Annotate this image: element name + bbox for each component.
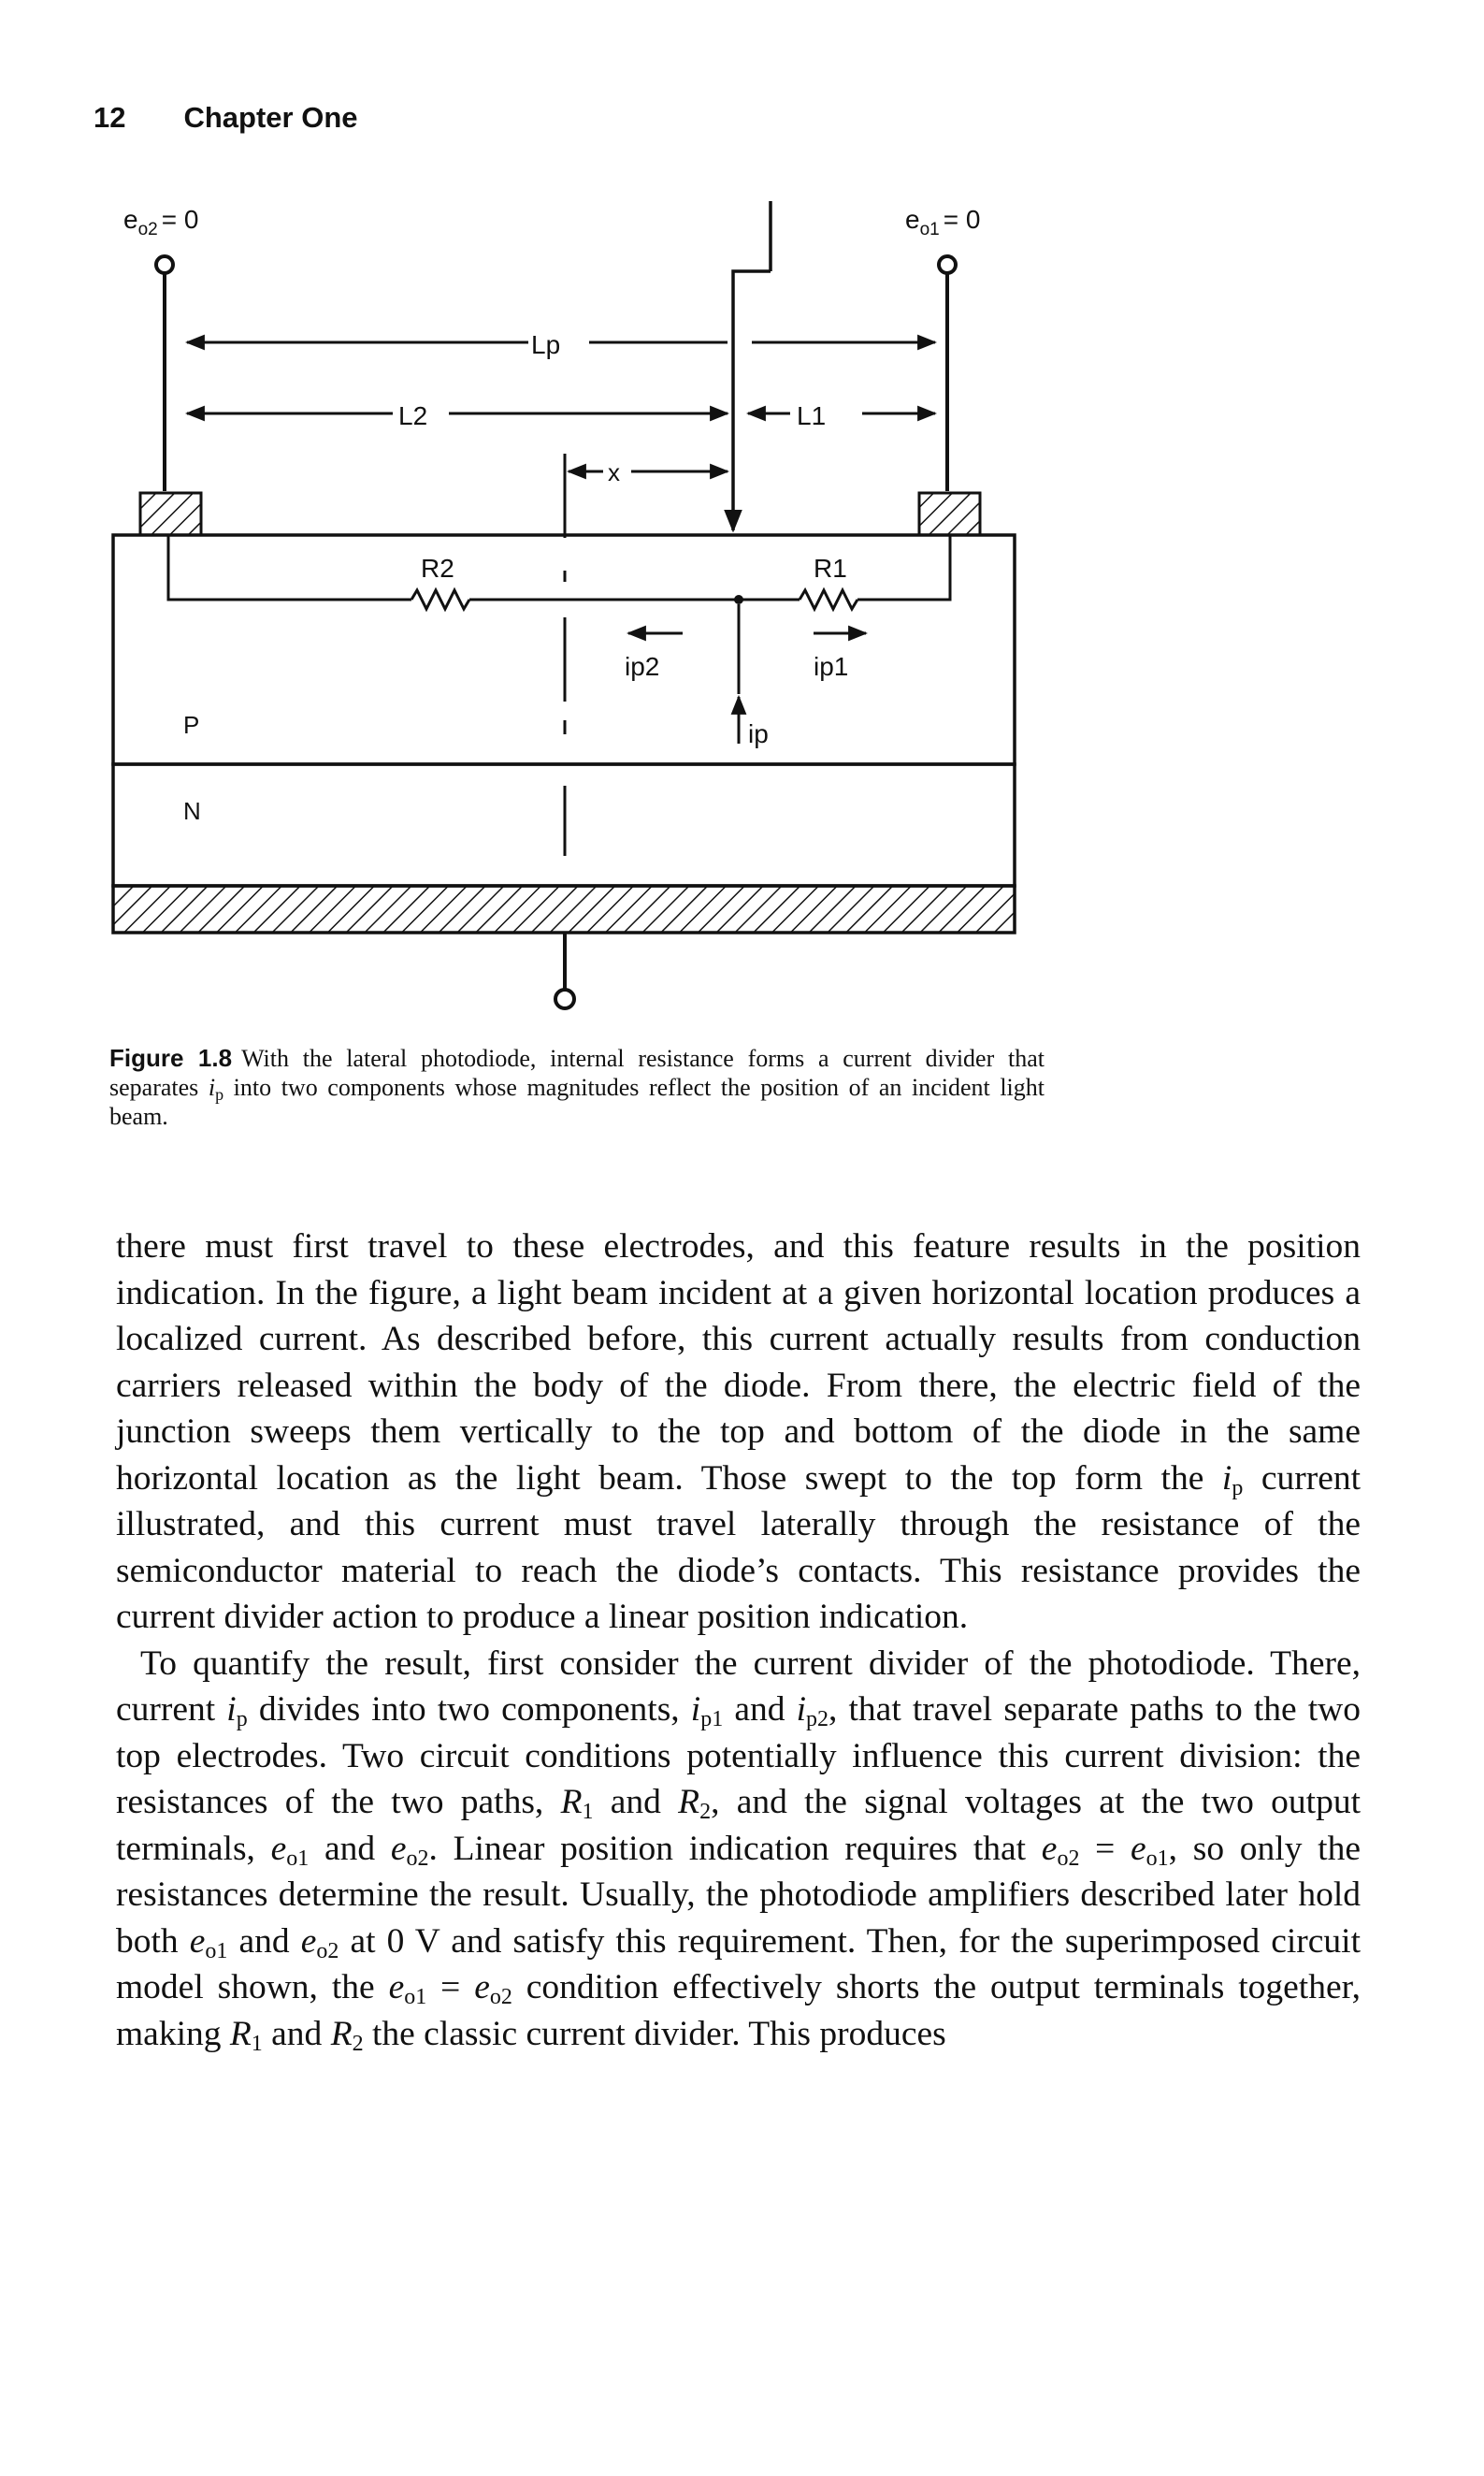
figure-caption-label: Figure 1.8 <box>109 1044 233 1072</box>
p-label: P <box>183 711 200 739</box>
ip1-label: ip1 <box>814 652 849 681</box>
output-terminal-right <box>939 256 956 491</box>
body-text <box>116 1224 1361 2057</box>
page-number: 12 <box>94 101 126 134</box>
dimension-lp <box>187 330 935 359</box>
eo1-label <box>905 205 980 239</box>
contact-pad-right <box>919 493 980 535</box>
bottom-contact <box>113 886 1015 933</box>
eo2-label <box>123 205 198 239</box>
paragraph-1: there must first travel to these electrodes, and this feature results in the position indication. In the figure, a light beam incident at a given horizontal location produces a localized current. As described before, this current actually results from conduction carriers released within the body of the diode. From there, the electric field of the junction sweeps them vertically to the top and bottom of the diode in the same horizontal location as the light beam. Those swept to the top form the $i_p$ current illustrated, and this current must travel laterally through the resistance of the semiconductor material to reach the diode’s contacts. This resistance provides the current divider action to produce a linear position indication. <box>116 1227 1362 1636</box>
n-label: N <box>183 797 201 825</box>
dimension-l1 <box>748 401 935 430</box>
dimension-l2 <box>187 401 728 430</box>
r1-label: R1 <box>814 554 847 583</box>
l2-label: L2 <box>398 401 428 430</box>
paragraph-2: To quantify the result, first consider the current divider of the photodiode. There, current $i_p$ divides into two components, $i_{p1}$ and $i_{p2}$, that travel separate paths to the two top electrodes. Two circuit conditions potentially influence this current division: the resistances of the two paths, $R_1$ and $R_2$, and the signal voltages at the two output terminals, $e_{o1}$ and $e_{o2}$. Linear position indication requires that $e_{o2} = e_{o1}$, so only the resistances determine the result. Usually, the photodiode amplifiers described later hold both $e_{o1}$ and $e_{o2}$ at 0 V and satisfy this requirement. Then, for the superimposed circuit model shown, the $e_{o1} = e_{o2}$ condition effectively shorts the output terminals together, making $R_1$ and $R_2$ the classic current divider. This produces <box>116 1643 1361 2056</box>
svg-text:eo1= 0: $e_{o1} = 0$ <box>905 205 981 239</box>
x-label: x <box>608 458 620 486</box>
light-beam <box>733 201 771 530</box>
figure-caption: Figure 1.8 With the lateral photodiode, internal resistance forms a current divider that separates $i_p$ into two components whose magnitudes reflect the position of an incident light beam. <box>109 1044 1045 1130</box>
internal-circuit <box>168 535 950 856</box>
chapter-title: Chapter One <box>183 101 358 134</box>
output-terminal-left <box>156 256 173 491</box>
svg-text:eo2= 0: $e_{o2} = 0$ <box>123 205 199 239</box>
lateral-photodiode-figure <box>0 0 1484 1038</box>
bottom-terminal <box>555 933 574 1008</box>
dimension-x <box>565 454 728 538</box>
lp-label: Lp <box>531 330 561 359</box>
resistor-r2 <box>411 590 469 609</box>
r2-label: R2 <box>421 554 454 583</box>
contact-pad-left <box>140 493 201 535</box>
ip-label: ip <box>748 719 769 748</box>
ip2-label: ip2 <box>625 652 660 681</box>
l1-label: L1 <box>797 401 827 430</box>
resistor-r1 <box>800 590 857 609</box>
